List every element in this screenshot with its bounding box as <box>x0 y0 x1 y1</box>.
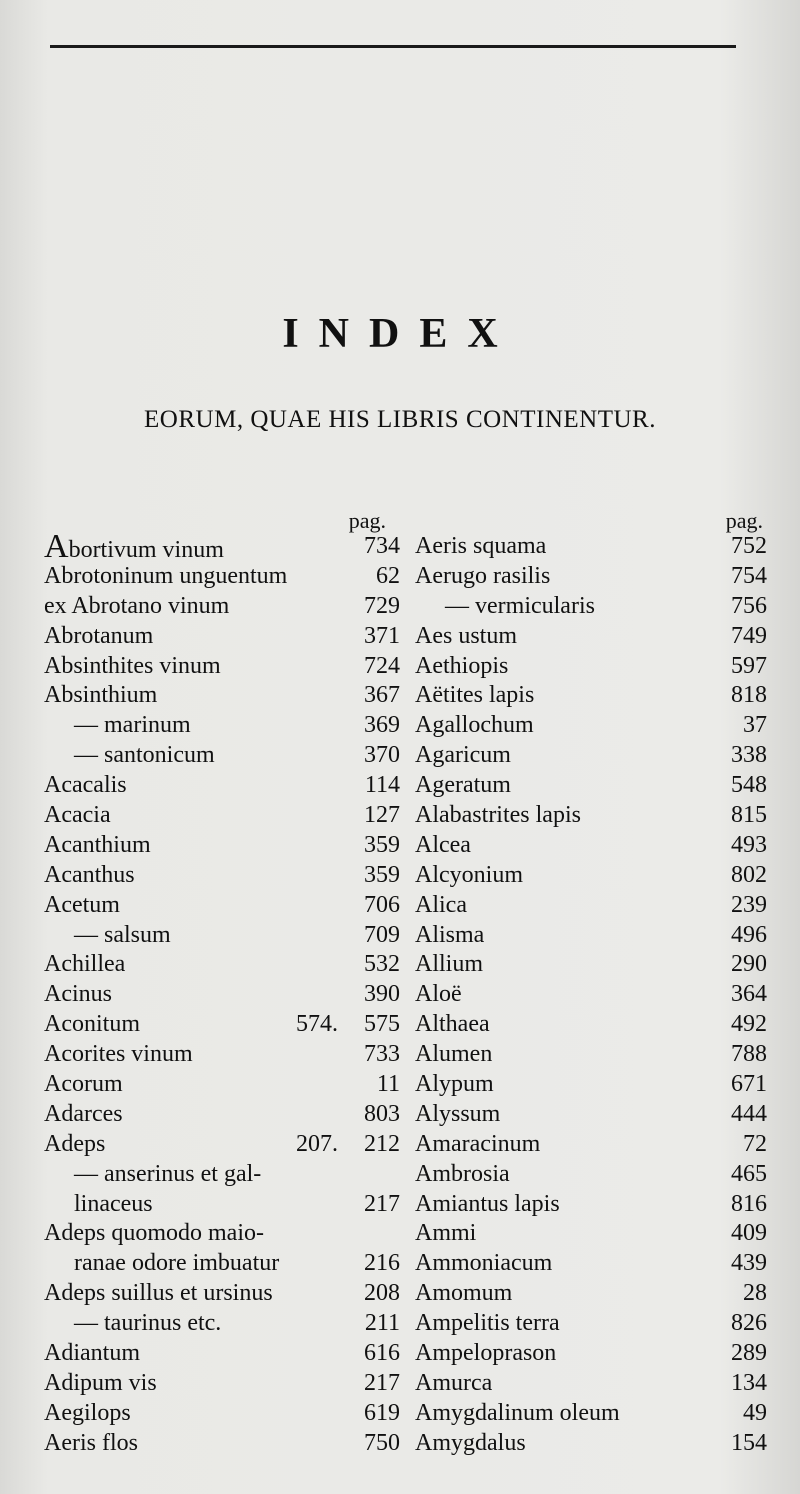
index-term <box>415 1160 510 1190</box>
page-number: 72 <box>743 1130 767 1157</box>
page-number: 729 <box>364 592 400 619</box>
index-term <box>415 1249 552 1279</box>
index-entry <box>44 622 400 652</box>
index-entry <box>415 921 767 951</box>
index-term <box>415 1309 560 1339</box>
index-term <box>44 528 224 566</box>
page-number: 134 <box>731 1369 767 1396</box>
term-text: — anserinus et gal- <box>74 1160 262 1187</box>
page-number: 28 <box>743 1280 767 1307</box>
page-number: 706 <box>364 891 400 918</box>
index-entry <box>44 1070 400 1100</box>
index-term <box>415 711 534 741</box>
index-term <box>415 861 523 891</box>
term-text: Ambrosia <box>415 1160 510 1187</box>
page-number: 815 <box>731 802 767 829</box>
index-term <box>44 681 157 711</box>
term-text: Alumen <box>415 1041 493 1068</box>
term-text: ranae odore imbuatur <box>74 1250 280 1277</box>
page-number: 788 <box>731 1041 767 1068</box>
index-entry <box>44 771 400 801</box>
page-subtitle: EORUM, QUAE HIS LIBRIS CONTINENTUR. <box>144 406 656 433</box>
index-term <box>74 711 191 741</box>
term-text: Adiantum <box>44 1340 140 1367</box>
index-term <box>415 891 467 921</box>
page-number: 496 <box>731 921 767 948</box>
index-term <box>44 1040 193 1070</box>
index-entry <box>44 980 400 1010</box>
page-number: 619 <box>364 1399 400 1426</box>
term-text: Aegilops <box>44 1399 131 1426</box>
index-entry <box>44 950 400 980</box>
term-text: Acacalis <box>44 772 127 799</box>
index-entry <box>415 1040 767 1070</box>
index-term <box>44 801 111 831</box>
page-number: 493 <box>731 831 767 858</box>
index-entry <box>44 1249 400 1279</box>
term-text: Ampeloprason <box>415 1340 557 1367</box>
term-text: Agaricum <box>415 742 511 769</box>
index-column-right <box>415 510 767 1459</box>
index-term <box>74 921 171 951</box>
index-term <box>415 921 484 951</box>
term-text: Adeps suillus et ursinus <box>44 1280 273 1307</box>
index-term <box>415 1070 494 1100</box>
page-number: 574. <box>296 1011 338 1038</box>
page-number: 409 <box>731 1220 767 1247</box>
index-term <box>44 1339 140 1369</box>
term-text: Amomum <box>415 1280 513 1307</box>
page-number: 465 <box>731 1160 767 1187</box>
page-number: 597 <box>731 652 767 679</box>
term-text: Aethiopis <box>415 652 509 679</box>
page-number: 548 <box>731 772 767 799</box>
index-column-left <box>44 510 400 1459</box>
index-entry <box>415 1429 767 1459</box>
term-text: linaceus <box>74 1190 153 1217</box>
index-term <box>74 1190 153 1220</box>
index-entry <box>44 1130 400 1160</box>
index-entry <box>415 681 767 711</box>
index-term <box>415 1279 512 1309</box>
index-entry <box>44 1190 400 1220</box>
index-entry <box>415 891 767 921</box>
term-text: Alyssum <box>415 1100 501 1127</box>
page-number: 756 <box>731 592 767 619</box>
index-term <box>415 681 534 711</box>
index-entry <box>415 801 767 831</box>
index-term <box>44 562 287 592</box>
term-text: Aconitum <box>44 1011 140 1038</box>
index-term <box>415 532 546 562</box>
page-number: 11 <box>376 1071 400 1098</box>
index-term <box>415 831 471 861</box>
index-term <box>415 622 517 652</box>
term-text: Abrotoninum unguentum <box>44 562 288 589</box>
term-text: — taurinus etc. <box>74 1310 222 1337</box>
term-text: bortivum vinum <box>68 537 224 563</box>
index-term <box>44 1279 273 1309</box>
term-text: Amaracinum <box>415 1130 541 1157</box>
term-text: ex Abrotano vinum <box>44 592 230 619</box>
term-text: Achillea <box>44 951 126 978</box>
page-number: 826 <box>731 1310 767 1337</box>
index-entry <box>415 1399 767 1429</box>
index-entry <box>44 681 400 711</box>
term-text: Amiantus lapis <box>415 1190 560 1217</box>
page-number: 154 <box>731 1429 767 1456</box>
index-entry <box>415 1130 767 1160</box>
index-entry <box>415 741 767 771</box>
page-title: INDEX <box>282 311 518 357</box>
index-term <box>74 1249 279 1279</box>
index-entry <box>415 771 767 801</box>
index-entry <box>44 921 400 951</box>
index-entry <box>44 1219 400 1249</box>
index-entry <box>44 831 400 861</box>
term-text: Acinus <box>44 981 112 1008</box>
term-text: Absinthites vinum <box>44 652 221 679</box>
pag-label: pag. <box>348 508 386 533</box>
index-entry <box>44 1399 400 1429</box>
term-text: Ammoniacum <box>415 1250 553 1277</box>
pag-label: pag. <box>725 508 763 533</box>
index-entry <box>415 532 767 562</box>
index-entry <box>44 1040 400 1070</box>
index-entry <box>44 592 400 622</box>
page-number: 439 <box>731 1250 767 1277</box>
header-rule <box>50 45 736 48</box>
page-number: 290 <box>731 951 767 978</box>
index-entry <box>415 1369 767 1399</box>
term-text: Acorites vinum <box>44 1041 193 1068</box>
page-number: 217 <box>364 1369 400 1396</box>
term-text: Ammi <box>415 1220 477 1247</box>
initial-letter: A <box>44 528 69 565</box>
index-entry <box>415 1070 767 1100</box>
index-entry <box>415 831 767 861</box>
term-text: Alypum <box>415 1071 494 1098</box>
index-entry <box>44 652 400 682</box>
index-entry <box>415 1279 767 1309</box>
page-number: 217 <box>364 1190 400 1217</box>
index-entry <box>415 861 767 891</box>
page-number: 390 <box>364 981 400 1008</box>
term-text: Agallochum <box>415 712 534 739</box>
term-text: Acanthium <box>44 831 151 858</box>
term-text: Absinthium <box>44 682 158 709</box>
index-term <box>44 950 125 980</box>
index-entry <box>44 1309 400 1339</box>
page-number: 709 <box>364 921 400 948</box>
term-text: — marinum <box>74 712 191 739</box>
page-number: 370 <box>364 742 400 769</box>
term-text: Adeps quomodo maio- <box>44 1220 264 1247</box>
page-number: 733 <box>364 1041 400 1068</box>
page-number: 754 <box>731 562 767 589</box>
index-entry <box>415 1100 767 1130</box>
index-entry <box>44 1279 400 1309</box>
index-term <box>44 771 127 801</box>
index-term <box>44 891 120 921</box>
term-text: Althaea <box>415 1011 490 1038</box>
index-term <box>415 562 550 592</box>
page-number: 734 <box>364 533 400 559</box>
index-entry <box>44 1339 400 1369</box>
index-term <box>44 861 135 891</box>
term-text: Alica <box>415 891 467 918</box>
index-term <box>74 741 215 771</box>
term-text: Alabastrites lapis <box>415 802 581 829</box>
index-term <box>415 771 511 801</box>
index-term <box>445 592 595 622</box>
term-text: Alisma <box>415 921 485 948</box>
index-term <box>415 801 581 831</box>
term-text: Aloë <box>415 981 462 1008</box>
index-entry <box>44 528 400 565</box>
index-term <box>415 1429 526 1459</box>
page-number: 211 <box>364 1310 400 1337</box>
index-entry <box>44 711 400 741</box>
index-term <box>415 1369 492 1399</box>
index-entry <box>44 1429 400 1459</box>
index-term <box>415 1339 556 1369</box>
index-term <box>415 950 483 980</box>
entry-list <box>415 532 767 1459</box>
index-term <box>44 1010 140 1040</box>
page-number: 532 <box>364 951 400 978</box>
index-entry <box>44 1100 400 1130</box>
term-text: Ampelitis terra <box>415 1310 560 1337</box>
index-term <box>44 592 229 622</box>
page-number: 364 <box>731 981 767 1008</box>
page-number: 616 <box>364 1340 400 1367</box>
index-entry <box>415 1249 767 1279</box>
index-entry <box>44 741 400 771</box>
index-term <box>44 1219 264 1249</box>
page-number: 802 <box>731 861 767 888</box>
index-term <box>44 1130 105 1160</box>
page-number: 367 <box>364 682 400 709</box>
index-entry <box>44 562 400 592</box>
term-text: — santonicum <box>74 742 215 769</box>
index-entry <box>415 562 767 592</box>
term-text: Adeps <box>44 1130 106 1157</box>
page-number: 750 <box>364 1429 400 1456</box>
page-number: 803 <box>364 1100 400 1127</box>
page-number: 749 <box>731 622 767 649</box>
term-text: Acanthus <box>44 861 135 888</box>
index-term <box>415 1130 540 1160</box>
page-number: 239 <box>731 891 767 918</box>
index-entry <box>415 622 767 652</box>
index-entry <box>415 1339 767 1369</box>
page-number: 369 <box>364 712 400 739</box>
term-text: Acetum <box>44 891 120 918</box>
page-number: 752 <box>731 533 767 559</box>
index-term <box>44 652 221 682</box>
index-term <box>415 741 511 771</box>
index-term <box>415 652 508 682</box>
index-entry <box>44 861 400 891</box>
index-entry <box>415 711 767 741</box>
page-number: 816 <box>731 1190 767 1217</box>
index-entry <box>44 1160 400 1190</box>
index-entry <box>415 1010 767 1040</box>
index-entry <box>415 1309 767 1339</box>
page-number: 114 <box>364 772 400 799</box>
index-term <box>44 980 112 1010</box>
page-number: 818 <box>731 682 767 709</box>
index-entry <box>415 1219 767 1249</box>
page-number: 444 <box>731 1100 767 1127</box>
page-number: 492 <box>731 1011 767 1038</box>
index-term <box>415 980 462 1010</box>
index-entry <box>44 801 400 831</box>
index-term <box>44 831 151 861</box>
term-text: Acacia <box>44 802 111 829</box>
page-number: 207. <box>296 1130 338 1157</box>
page-number: 338 <box>731 742 767 769</box>
term-text: Aes ustum <box>415 622 517 649</box>
index-term <box>74 1309 221 1339</box>
index-term <box>415 1100 500 1130</box>
page-number: 575 <box>364 1011 400 1038</box>
page-number: 671 <box>731 1071 767 1098</box>
term-text: Aeris flos <box>44 1429 138 1456</box>
page-number: 208 <box>364 1280 400 1307</box>
entry-list <box>44 528 400 1459</box>
term-text: — vermicularis <box>445 592 595 619</box>
index-term <box>44 622 153 652</box>
index-term <box>44 1399 131 1429</box>
index-term <box>74 1160 261 1190</box>
term-text: Ageratum <box>415 772 511 799</box>
page-number: 49 <box>743 1399 767 1426</box>
page-number: 37 <box>743 712 767 739</box>
index-entry <box>44 891 400 921</box>
term-text: Alcyonium <box>415 861 523 888</box>
index-term <box>44 1429 138 1459</box>
index-entry <box>415 980 767 1010</box>
term-text: Aeris squama <box>415 533 547 559</box>
index-entry <box>415 592 767 622</box>
term-text: Acorum <box>44 1071 123 1098</box>
index-term <box>44 1100 123 1130</box>
index-entry <box>44 1010 400 1040</box>
page-number: 371 <box>364 622 400 649</box>
term-text: Alcea <box>415 831 471 858</box>
index-entry <box>415 652 767 682</box>
term-text: Amurca <box>415 1369 493 1396</box>
term-text: Allium <box>415 951 484 978</box>
index-term <box>44 1369 157 1399</box>
index-term <box>415 1219 476 1249</box>
term-text: Abrotanum <box>44 622 154 649</box>
page-number: 289 <box>731 1340 767 1367</box>
term-text: Aerugo rasilis <box>415 562 551 589</box>
page-number: 127 <box>364 802 400 829</box>
term-text: Adarces <box>44 1100 123 1127</box>
term-text: Amygdalus <box>415 1429 526 1456</box>
index-entry <box>415 1190 767 1220</box>
page-number: 724 <box>364 652 400 679</box>
index-entry <box>415 1160 767 1190</box>
index-term <box>415 1399 620 1429</box>
term-text: Adipum vis <box>44 1369 157 1396</box>
page-number: 216 <box>364 1250 400 1277</box>
index-term <box>415 1190 560 1220</box>
page-number: 212 <box>364 1130 400 1157</box>
page-number: 359 <box>364 831 400 858</box>
index-term <box>415 1040 492 1070</box>
index-term <box>44 1070 123 1100</box>
term-text: Aëtites lapis <box>415 682 535 709</box>
page-number: 359 <box>364 861 400 888</box>
index-entry <box>415 950 767 980</box>
page-number: 62 <box>376 562 400 589</box>
term-text: Amygdalinum oleum <box>415 1399 620 1426</box>
index-term <box>415 1010 490 1040</box>
index-entry <box>44 1369 400 1399</box>
term-text: — salsum <box>74 921 171 948</box>
